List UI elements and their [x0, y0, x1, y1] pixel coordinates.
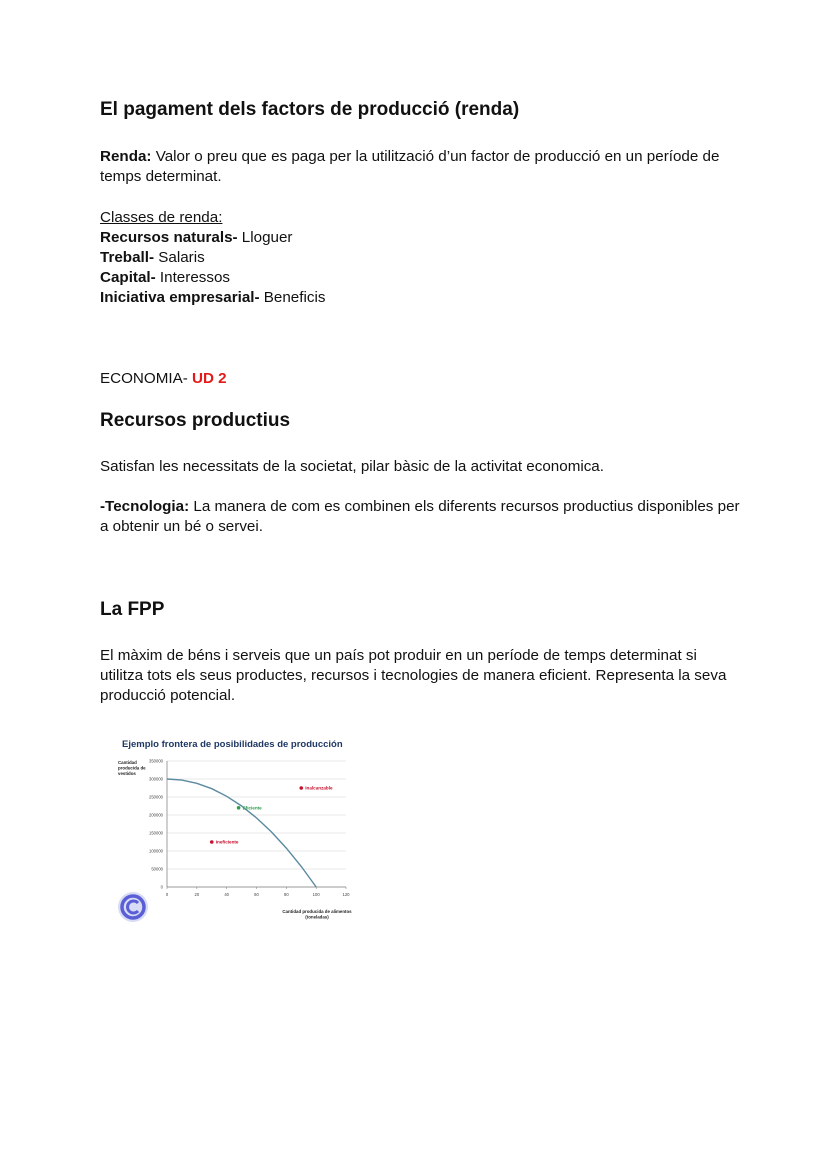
- y-axis-label-line: producida de: [118, 765, 146, 771]
- x-axis-label-line: Cantidad producida de alimentos: [282, 909, 352, 914]
- fpp-definition: El màxim de béns i serveis que un país pot produir en un període de temps determinat si utilitza tots els seus productes, recursos i tecnologies de manera eficient. Representa la seva producció potencial.: [100, 647, 727, 704]
- chart-ylabel: [118, 760, 146, 776]
- point-label: Eficiente: [242, 805, 262, 811]
- y-tick-label: 300000: [149, 776, 163, 782]
- fpp-chart-svg: [112, 733, 374, 925]
- x-tick-label: 60: [254, 892, 259, 897]
- class-value: Lloguer: [237, 229, 293, 246]
- renda-term: Renda:: [100, 148, 152, 165]
- y-tick-label: 150000: [149, 830, 163, 836]
- y-axis-label-line: Cantidad: [118, 760, 137, 765]
- y-tick-label: 200000: [149, 812, 163, 818]
- chart-title: Ejemplo frontera de posibilidades de producción: [122, 739, 343, 750]
- y-tick-label: 100000: [149, 848, 163, 854]
- chart-grid: [167, 761, 346, 869]
- x-tick-label: 20: [194, 892, 200, 897]
- y-tick-label: 50000: [151, 866, 163, 872]
- unit-prefix: ECONOMIA-: [100, 370, 192, 387]
- unit-label: [100, 369, 740, 389]
- y-axis-label-line: vestidos: [118, 771, 136, 777]
- class-term: Treball-: [100, 249, 155, 266]
- classes-list: [100, 208, 740, 308]
- unit-code: UD 2: [191, 370, 227, 387]
- y-tick-label: 250000: [149, 794, 163, 800]
- x-tick-label: 100: [312, 892, 320, 897]
- renda-definition-text: Valor o preu que es paga per la utilització d’un factor de producció en un període de temps determinat.: [100, 148, 720, 185]
- renda-definition: [100, 147, 740, 187]
- point-label: Inalcanzable: [305, 785, 333, 791]
- section-heading-renda: El pagament dels factors de producció (renda): [100, 99, 520, 120]
- section-heading-recursos: Recursos productius: [100, 410, 291, 431]
- tecnologia-definition: [100, 497, 740, 537]
- x-tick-label: 120: [342, 892, 350, 897]
- class-value: Interessos: [155, 269, 230, 286]
- point-label: Ineficiente: [215, 839, 239, 845]
- classes-title: Classes de renda:: [100, 209, 223, 226]
- x-tick-label: 80: [283, 892, 289, 897]
- point-marker: [210, 840, 214, 844]
- chart-xlabel: [282, 909, 352, 920]
- recursos-intro: Satisfan les necessitats de la societat, pilar bàsic de la activitat economica.: [100, 458, 604, 475]
- class-term: Capital-: [100, 269, 156, 286]
- point-marker: [237, 806, 241, 810]
- class-value: Salaris: [154, 249, 205, 266]
- x-tick-label: 0: [165, 892, 169, 897]
- x-axis-label-line: (toneladas): [305, 914, 329, 920]
- x-tick-label: 40: [224, 892, 230, 897]
- fpp-chart: [112, 733, 374, 930]
- copyright-circle-logo: [118, 892, 148, 922]
- y-tick-label: 350000: [149, 758, 163, 764]
- point-marker: [299, 786, 303, 790]
- tecnologia-term: -Tecnologia:: [100, 498, 190, 515]
- tecnologia-definition-text: La manera de com es combinen els diferents recursos productius disponibles per a obtenir un bé o servei.: [100, 498, 740, 535]
- y-tick-label: 0: [160, 884, 163, 890]
- class-term: Recursos naturals-: [100, 229, 238, 246]
- class-term: Iniciativa empresarial-: [100, 289, 260, 306]
- section-heading-fpp: La FPP: [100, 599, 165, 620]
- class-value: Beneficis: [259, 289, 326, 306]
